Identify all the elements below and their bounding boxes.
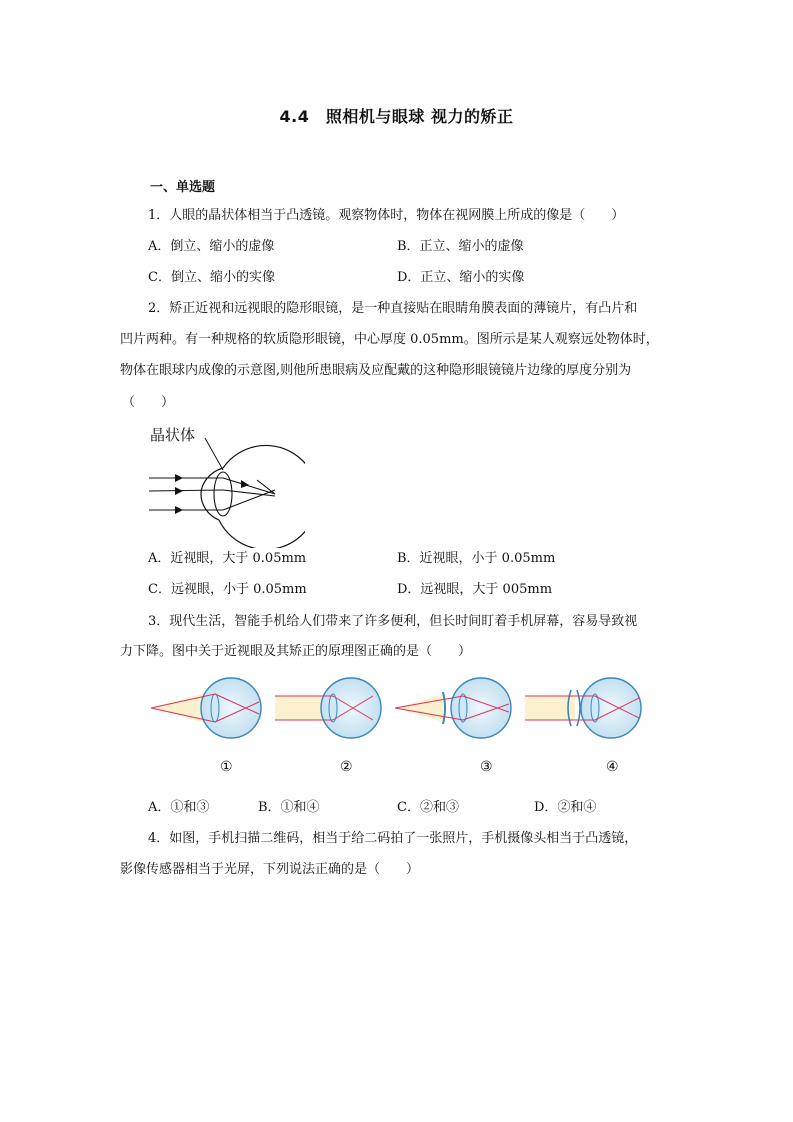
section-heading: 一、单选题 xyxy=(150,180,216,195)
q1-option-a: A．倒立、缩小的虚像 xyxy=(148,239,275,254)
diagram-2 xyxy=(275,678,381,738)
q3-stem-line-1: 3．现代生活，智能手机给人们带来了许多便利，但长时间盯着手机屏幕，容易导致视 xyxy=(148,614,638,629)
q2-stem-line-2: 凹片两种。有一种规格的软质隐形眼镜，中心厚度 0.05mm。图所示是某人观察远处物体时， xyxy=(120,332,659,347)
q3-figure-label-2: ② xyxy=(340,759,353,775)
q3-figure-label-1: ① xyxy=(220,759,233,775)
q2-option-d: D．远视眼，大于 005mm xyxy=(397,582,553,597)
q3-eye-diagrams xyxy=(147,672,647,752)
q2-option-b: B．近视眼，小于 0.05mm xyxy=(397,551,556,566)
q3-figure-label-4: ④ xyxy=(606,759,619,775)
q3-option-c: C．②和③ xyxy=(397,800,459,815)
diagram-3 xyxy=(395,678,511,738)
eyeball-outline xyxy=(201,445,305,548)
page-title: 4.4 照相机与眼球 视力的矫正 xyxy=(279,107,514,126)
q2-eye-diagram xyxy=(145,438,305,548)
crystalline-lens xyxy=(214,472,232,516)
q3-option-d: D．②和④ xyxy=(534,800,597,815)
q1-option-d: D．正立、缩小的实像 xyxy=(397,270,525,285)
ray-arrows xyxy=(175,474,249,514)
q3-figure-label-3: ③ xyxy=(480,759,493,775)
q2-option-a: A．近视眼，大于 0.05mm xyxy=(148,551,307,566)
diagram-1 xyxy=(151,678,261,738)
q1-option-b: B．正立、缩小的虚像 xyxy=(397,239,524,254)
q3-option-b: B．①和④ xyxy=(258,800,320,815)
q2-stem-line-4: （ ） xyxy=(122,395,175,410)
q1-option-c: C．倒立、缩小的实像 xyxy=(148,270,275,285)
q3-stem-line-2: 力下降。图中关于近视眼及其矫正的原理图正确的是（ ） xyxy=(120,644,472,659)
q3-option-a: A．①和③ xyxy=(148,800,210,815)
q4-stem-line-1: 4．如图，手机扫描二维码，相当于给二码拍了一张照片，手机摄像头相当于凸透镜， xyxy=(148,831,638,846)
q2-figure-label: 晶状体 xyxy=(150,426,196,444)
q2-option-c: C．远视眼，小于 0.05mm xyxy=(148,582,307,597)
label-leader-line xyxy=(205,438,223,470)
q2-stem-line-3: 物体在眼球内成像的示意图,则他所患眼病及应配戴的这种隐形眼镜镜片边缘的厚度分别为 xyxy=(120,363,632,378)
light-rays xyxy=(149,478,275,510)
q2-stem-line-1: 2．矫正近视和远视眼的隐形眼镜，是一种直接贴在眼睛角膜表面的薄镜片，有凸片和 xyxy=(148,301,638,316)
diagram-4 xyxy=(525,678,641,738)
q4-stem-line-2: 影像传感器相当于光屏，下列说法正确的是（ ） xyxy=(120,862,420,877)
q1-stem: 1．人眼的晶状体相当于凸透镜。观察物体时，物体在视网膜上所成的像是（ ） xyxy=(148,208,625,223)
